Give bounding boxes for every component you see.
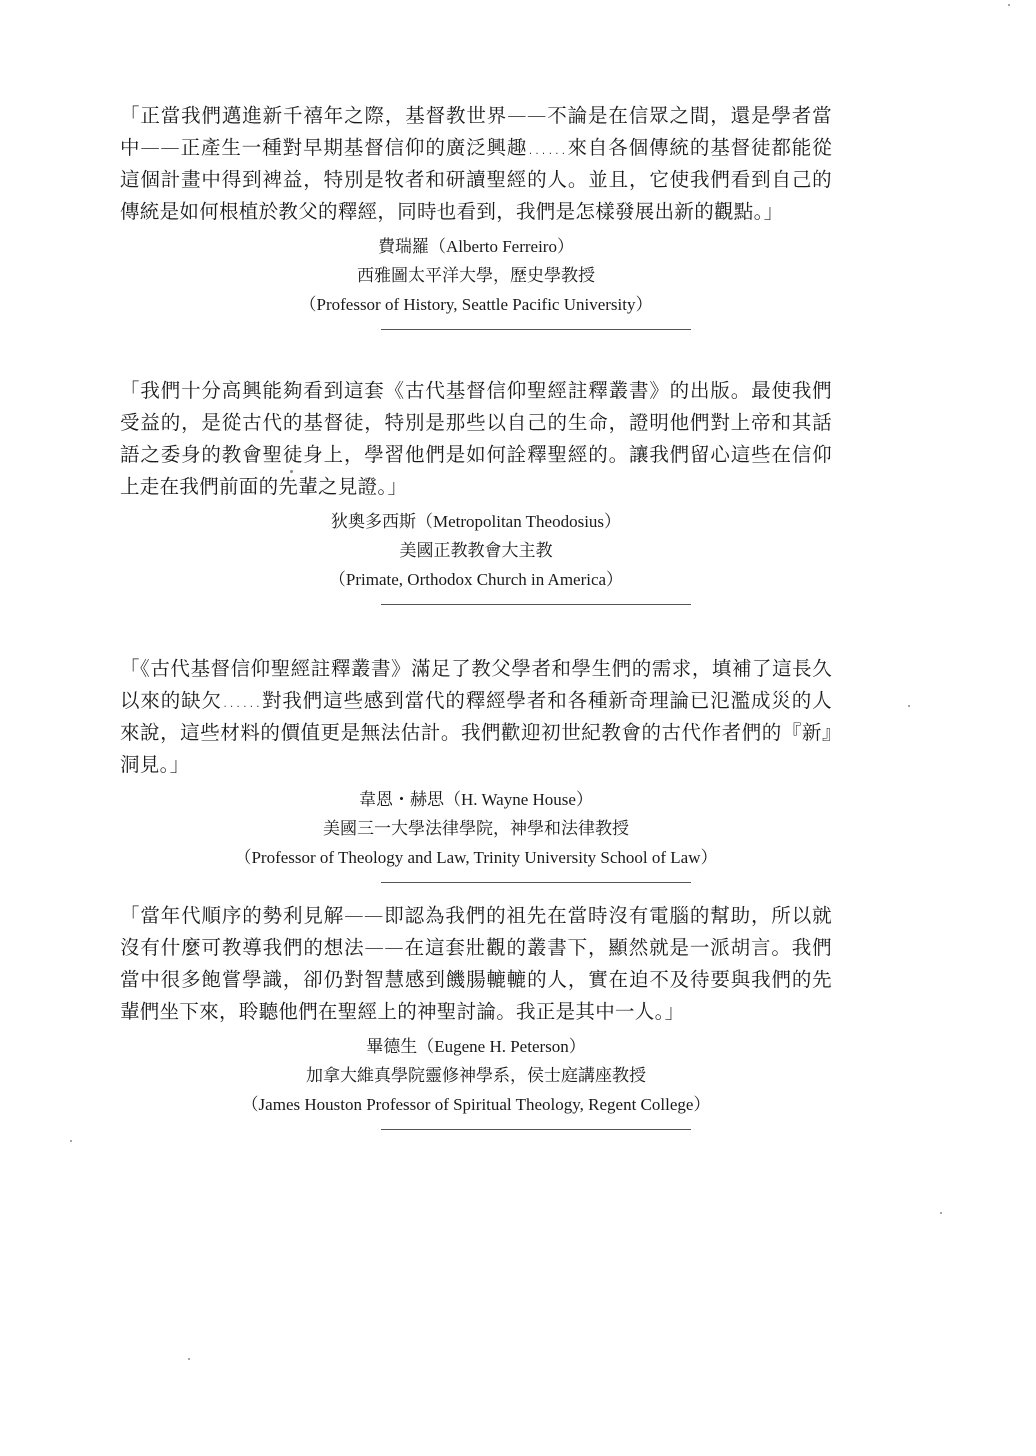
endorser-name: 狄奧多西斯（Metropolitan Theodosius） bbox=[330, 512, 622, 531]
endorsement-house bbox=[120, 653, 832, 883]
scan-speck bbox=[908, 705, 910, 707]
separator-rule bbox=[381, 604, 691, 605]
scan-speck bbox=[290, 470, 293, 473]
separator-rule bbox=[381, 329, 691, 330]
separator-rule bbox=[381, 882, 691, 883]
endorser-name: 韋恩・赫思（H. Wayne House） bbox=[359, 790, 593, 809]
endorsement-quote: 「《古代基督信仰聖經註釋叢書》滿足了教父學者和學生們的需求，填補了這長久以來的缺欠……對我們這些感到當代的釋經學者和各種新奇理論已氾濫成災的人來說，這些材料的價值更是無法估計。我們歡迎初世紀教會的古代作者們的『新』洞見。」 bbox=[120, 657, 832, 776]
endorser-title-zh: 美國正教教會大主教 bbox=[399, 541, 553, 560]
scan-speck bbox=[1008, 4, 1010, 6]
scan-speck bbox=[188, 1358, 190, 1360]
endorser-title-zh: 西雅圖太平洋大學，歷史學教授 bbox=[357, 266, 595, 285]
endorsement-ferreiro bbox=[120, 100, 832, 330]
endorser-title-zh: 美國三一大學法律學院，神學和法律教授 bbox=[323, 819, 629, 838]
endorsement-peterson bbox=[120, 900, 832, 1130]
endorsement-quote: 「當年代順序的勢利見解——即認為我們的祖先在當時沒有電腦的幫助，所以就沒有什麼可教導我們的想法——在這套壯觀的叢書下，顯然就是一派胡言。我們當中很多飽嘗學識，卻仍對智慧感到饑腸轆轆的人，實在迫不及待要與我們的先輩們坐下來，聆聽他們在聖經上的神聖討論。我正是其中一人。」 bbox=[120, 904, 832, 1023]
endorser-title-en: （James Houston Professor of Spiritual Theology, Regent College） bbox=[241, 1095, 711, 1114]
scan-speck bbox=[940, 1212, 942, 1214]
separator-rule bbox=[381, 1129, 691, 1130]
endorser-name: 費瑞羅（Alberto Ferreiro） bbox=[378, 237, 574, 256]
endorser-title-en: （Primate, Orthodox Church in America） bbox=[328, 570, 624, 589]
endorsement-theodosius bbox=[120, 375, 832, 605]
endorsement-quote: 「正當我們邁進新千禧年之際，基督教世界——不論是在信眾之間，還是學者當中——正產生一種對早期基督信仰的廣泛興趣……來自各個傳統的基督徒都能從這個計畫中得到裨益，特別是牧者和研讀聖經的人。並且，它使我們看到自己的傳統是如何根植於教父的釋經，同時也看到，我們是怎樣發展出新的觀點。」 bbox=[120, 104, 832, 223]
scan-speck bbox=[70, 1140, 72, 1142]
endorser-name: 畢德生（Eugene H. Peterson） bbox=[366, 1037, 586, 1056]
endorser-title-en: （Professor of History, Seattle Pacific University） bbox=[299, 295, 653, 314]
endorser-title-zh: 加拿大維真學院靈修神學系，侯士庭講座教授 bbox=[306, 1066, 646, 1085]
endorsement-quote: 「我們十分高興能夠看到這套《古代基督信仰聖經註釋叢書》的出版。最使我們受益的，是從古代的基督徒，特別是那些以自己的生命，證明他們對上帝和其話語之委身的教會聖徒身上，學習他們是如何詮釋聖經的。讓我們留心這些在信仰上走在我們前面的先輩之見證。」 bbox=[120, 379, 832, 498]
endorser-title-en: （Professor of Theology and Law, Trinity University School of Law） bbox=[234, 848, 718, 867]
